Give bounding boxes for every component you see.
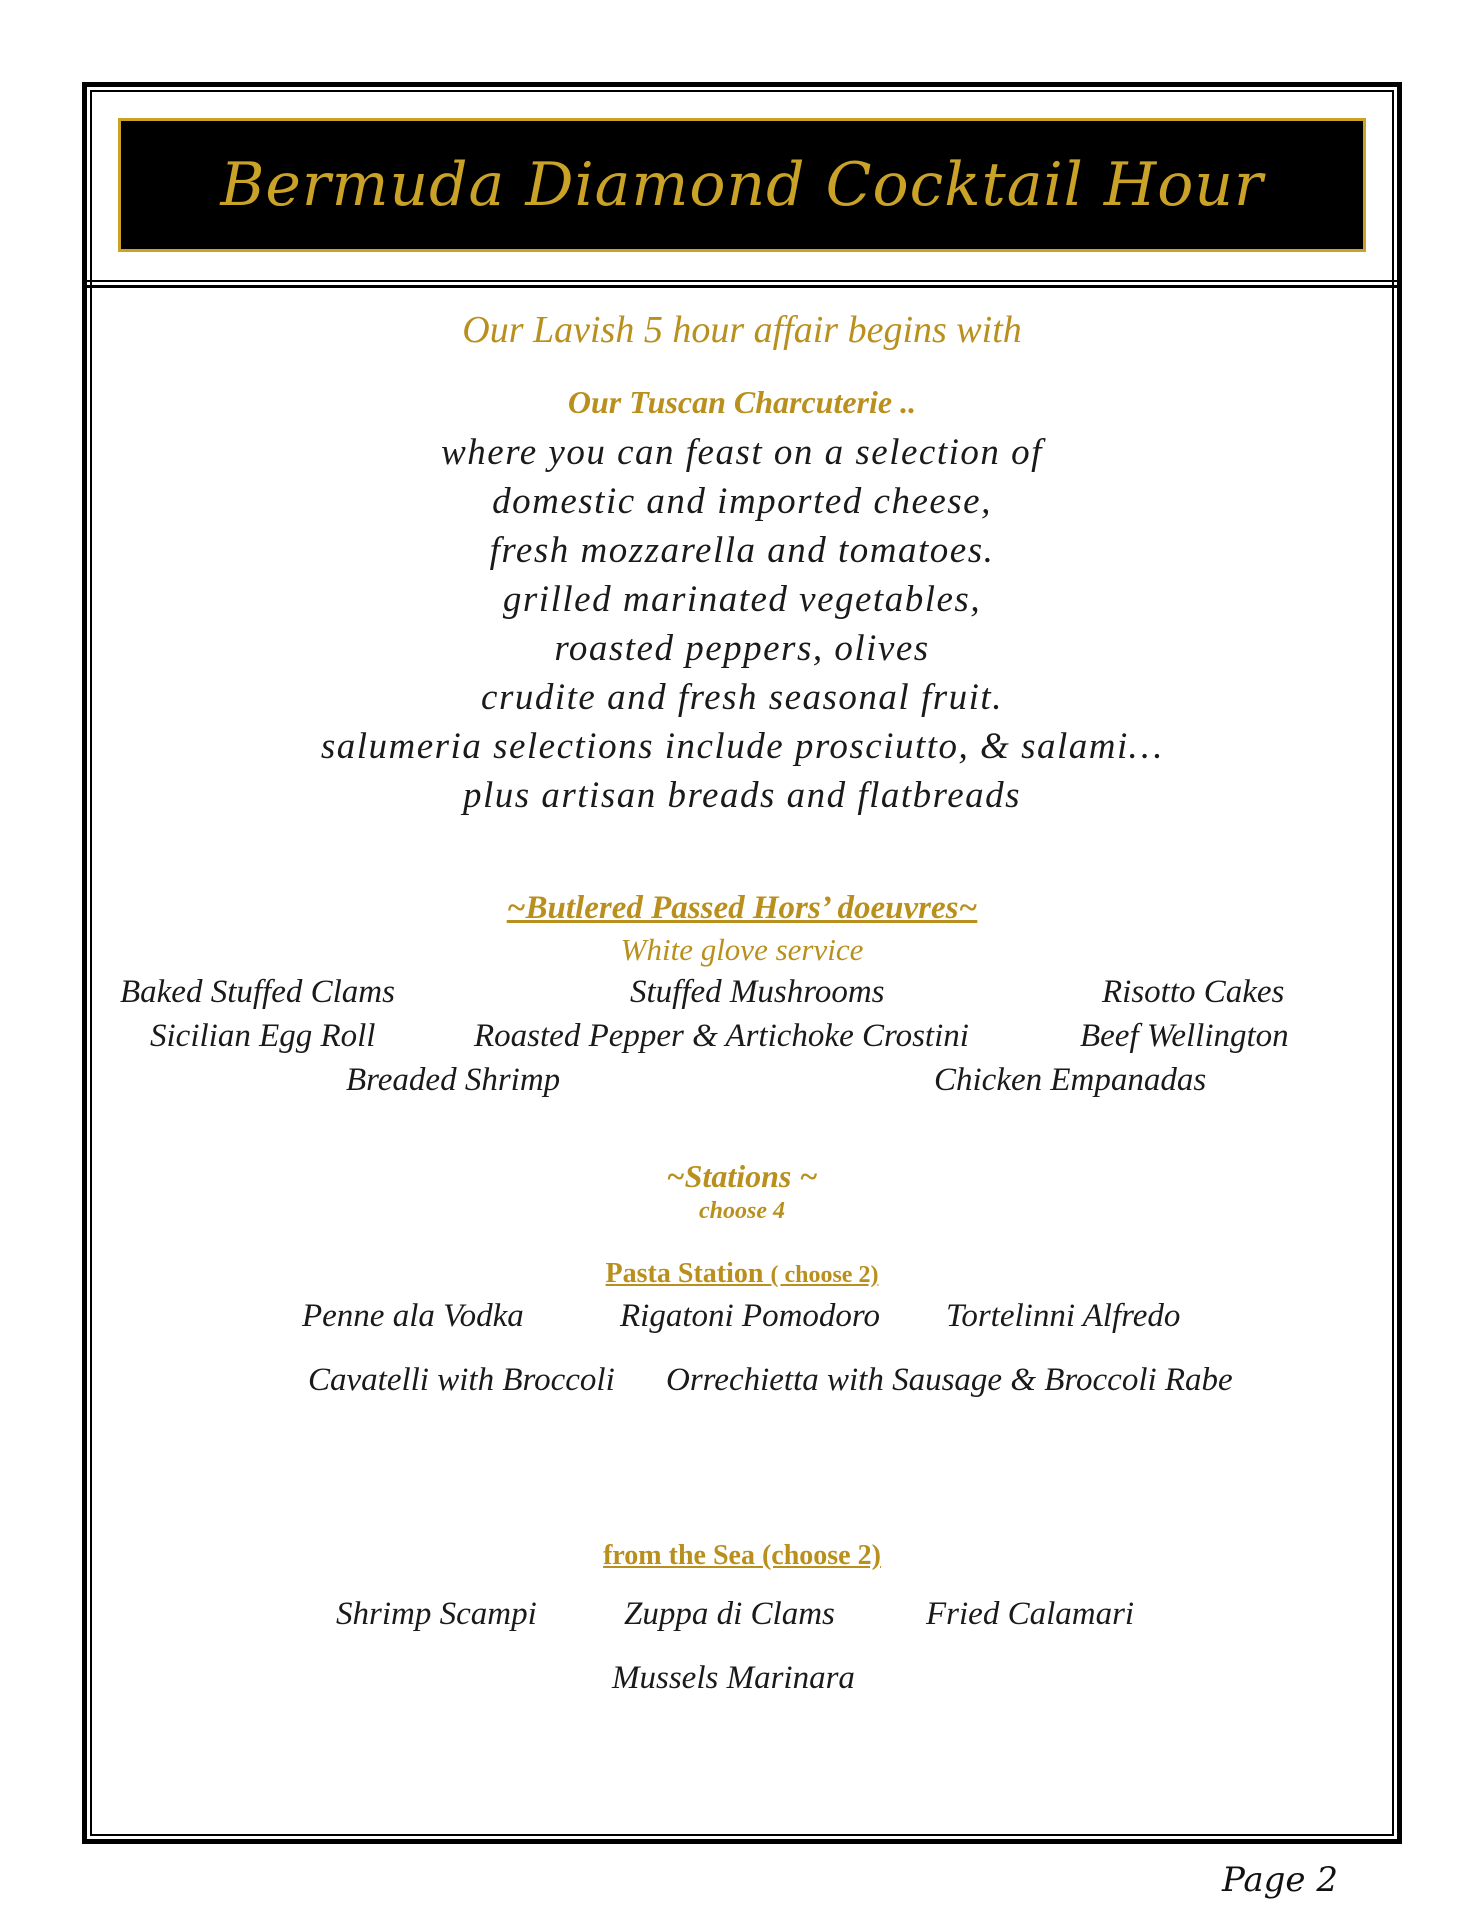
charcuterie-description	[0, 428, 1484, 820]
pasta-station-choose: ( choose 2)	[770, 1262, 879, 1288]
hors-doeuvre-item: Sicilian Egg Roll	[150, 1018, 376, 1054]
charcuterie-line: grilled marinated vegetables,	[502, 579, 982, 620]
charcuterie-title: Our Tuscan Charcuterie ..	[567, 384, 917, 420]
pasta-item: Orrechietta with Sausage & Broccoli Rabe	[666, 1362, 1233, 1398]
intro-text: Our Lavish 5 hour affair begins with	[462, 309, 1022, 351]
pasta-item: Tortelinni Alfredo	[946, 1298, 1181, 1334]
hors-doeuvre-item: Risotto Cakes	[1102, 974, 1285, 1010]
pasta-item: Penne ala Vodka	[302, 1298, 524, 1334]
pasta-station-heading	[0, 1258, 1484, 1290]
charcuterie-line: where you can feast on a selection of	[441, 432, 1043, 473]
title-banner	[118, 118, 1366, 252]
sea-item: Zuppa di Clams	[624, 1596, 835, 1632]
sea-station-title: from the Sea (choose 2)	[603, 1540, 881, 1571]
sea-item: Fried Calamari	[926, 1596, 1135, 1632]
hors-doeuvre-item: Roasted Pepper & Artichoke Crostini	[474, 1018, 969, 1054]
page-number: Page 2	[1222, 1860, 1338, 1900]
hors-doeuvres-subtitle: White glove service	[620, 932, 864, 967]
page-title: Bermuda Diamond Cocktail Hour	[220, 150, 1264, 220]
pasta-station-title: Pasta Station	[605, 1258, 764, 1289]
charcuterie-line: salumeria selections include prosciutto, & salami…	[320, 726, 1164, 767]
hors-doeuvre-item: Breaded Shrimp	[346, 1062, 561, 1098]
stations-subtitle: choose 4	[699, 1198, 785, 1224]
hors-doeuvre-item: Beef Wellington	[1080, 1018, 1289, 1054]
charcuterie-line: crudite and fresh seasonal fruit.	[481, 677, 1003, 718]
charcuterie-line: fresh mozzarella and tomatoes.	[489, 530, 995, 571]
header-divider	[86, 280, 1398, 288]
charcuterie-line: roasted peppers, olives	[554, 628, 930, 669]
stations-title: ~Stations ~	[666, 1158, 818, 1194]
hors-doeuvres-title: ~Butlered Passed Hors’ doeuvres~	[506, 890, 978, 926]
pasta-item: Rigatoni Pomodoro	[620, 1298, 881, 1334]
sea-item: Shrimp Scampi	[336, 1596, 537, 1632]
hors-doeuvre-item: Chicken Empanadas	[934, 1062, 1207, 1098]
charcuterie-line: domestic and imported cheese,	[492, 481, 992, 522]
hors-doeuvre-item: Baked Stuffed Clams	[120, 974, 395, 1010]
charcuterie-line: plus artisan breads and flatbreads	[462, 775, 1022, 816]
hors-doeuvre-item: Stuffed Mushrooms	[630, 974, 885, 1010]
sea-item: Mussels Marinara	[612, 1660, 855, 1696]
pasta-item: Cavatelli with Broccoli	[308, 1362, 615, 1398]
